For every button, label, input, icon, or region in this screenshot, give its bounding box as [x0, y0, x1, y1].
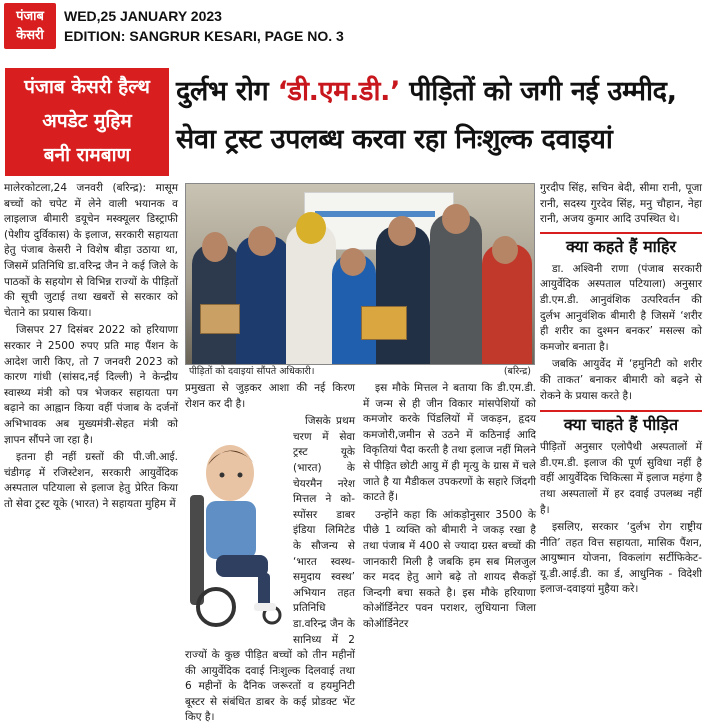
child-shirt	[206, 501, 256, 559]
col4-paragraph-4: पीड़ितों अनुसार एलोपैथी अस्पतालों में डी.एम.डी. इलाज की पूर्ण सुविधा नहीं है वहीं आयुर्वेदिक चिकित्सा में इलाज महंगा है तथा अस्पतालों में हर दवाई उपलब्ध नहीं है।	[540, 441, 702, 516]
wheelchair-back	[190, 495, 204, 605]
col1-paragraph-1: मालेरकोटला,24 जनवरी (बरिन्द्र): मासूम बच्चों को चपेट में लेने वाली भयानक व लाइलाज बीमारी डयूचेन मस्क्यूलर डिस्ट्राफी (पेशीय दुर्विकास) के इलाज, सरकारी सहायता हेतु पंजाब केसरी ने विशेष बीड़ा उठाया था, जिसमें प्रतिनिधि डा.वरिन्द्र जैन ने कई जिले के पाठकों के सहयोग से विभिन्न राज्यों के पीड़ितों की सूची जुटाई तथा खबरों से सरकार को चेताने का प्रयास किया।	[4, 182, 178, 319]
photo-credit: (बरिन्द्र)	[503, 366, 531, 377]
child-shoe	[254, 603, 276, 611]
col3-paragraph-1: इस मौके मित्तल ने बताया कि डी.एम.डी. में जन्म से ही जीन विकार मांसपेशियों को कमजोर करके पिंडलियों में जकड़न, हृदय कमजोरी,जमीन से उठने में कठिनाई आदि विकृतियां पैदा करती है तथा इलाज नहीं मिलने से पीड़ित छोटी आयु में ही मृत्यु के ग्रास में चले जाते है या मैडीकल उपकरणों के सहारे जिंदगी काटते हैं।	[363, 382, 536, 504]
col1-paragraph-2: जिसपर 27 दिसंबर 2022 को हरियाणा सरकार ने 2500 रुपए प्रति माह पैंशन के आदेश जारी किए, तो 7 जनवरी 2023 को कारण गांधी (सांसद,नई दिल्ली) ने केन्द्रीय स्वास्थ्य मंत्री को पत्र भेजकर सहायता पग बढ़ाने का आह्वान किया वहीं पंजाब के दर्जनों अभिभावक अब मुख्यमंत्री-सेहत मंत्री को ज्ञापन सौंपने जा रहा है।	[4, 324, 178, 446]
person-head	[388, 216, 416, 246]
date-line: WED,25 JANUARY 2023	[64, 8, 222, 24]
kicker-line-1: पंजाब केसरी हैल्थ	[24, 76, 150, 98]
article-headline	[176, 68, 702, 164]
child-eye	[238, 473, 243, 478]
child-eye	[220, 473, 225, 478]
headline-highlight: ‘डी.एम.डी.’	[277, 76, 401, 107]
photo-caption-text: पीड़ितों को दवाइयां सौंपते अधिकारी।	[189, 366, 315, 377]
person-head	[202, 232, 228, 262]
person-figure	[286, 224, 336, 364]
headline-line-2: सेवा ट्रस्ट उपलब्ध करवा रहा निःशुल्क दवाइयां	[176, 124, 613, 155]
news-photo	[185, 183, 535, 365]
person-figure	[430, 214, 482, 364]
logo-line-2: केसरी	[16, 28, 44, 43]
person-turban	[296, 212, 326, 244]
article-column-4	[540, 181, 702, 712]
section-head-victims: क्या चाहते हैं पीड़ित	[540, 410, 702, 436]
photo-caption	[185, 365, 535, 378]
person-head	[442, 204, 470, 234]
col3-paragraph-2: उन्होंने कहा कि आंकड़ोनुसार 3500 के पीछे 1 व्यक्ति को बीमारी ने जकड़ रखा है तथा पंजाब में 400 से ज्यादा ग्रस्त बच्चों की जानकारी मिली है जबकि हम सब मिलजुल कर मदद हेतु आगे बढ़े तो शायद सैकड़ों जिन्दगी बचा सकते है। इस मौके हरियाणा कोऑर्डिनेटर पवन पराशर, लुधियाना जिला कोऑर्डिनेटर	[363, 508, 536, 630]
person-head	[492, 236, 518, 264]
col1-paragraph-3: इतना ही नहीं ग्रस्तों की पी.जी.आई. चंडीगढ़ में रजिस्टेशन, सरकारी आयुर्वेदिक अस्पताल पटियाला से इलाज हेतु प्रेरित किया तो सेवा ट्रस्ट यूके (भारत) ने सहायता मुहिम में	[4, 451, 178, 510]
medicine-box	[200, 304, 240, 334]
medicine-box	[361, 306, 407, 340]
logo-line-1: पंजाब	[16, 9, 44, 24]
wheelchair-wheel	[198, 589, 234, 625]
person-figure	[376, 226, 430, 364]
kicker-line-3: बनी रामबाण	[43, 144, 131, 166]
section-head-experts: क्या कहते हैं माहिर	[540, 232, 702, 258]
child-shin	[258, 573, 270, 607]
headline-pre: दुर्लभ रोग	[176, 76, 278, 107]
col4-paragraph-3: जबकि आयुर्वेद में ‘हमुनिटी को शरीर की ताकत’ बनाकर बीमारी को बढ़ने से रोकने के प्रयास करते है।	[540, 358, 702, 402]
child-head	[206, 445, 254, 501]
edition-meta	[64, 6, 344, 46]
headline-post: पीड़ितों को जगी नई उम्मीद,	[400, 76, 677, 107]
col4-paragraph-5: इसलिए, सरकार ‘दुर्लभ रोग राष्ट्रीय नीति’ तहत वित्त सहायता, मासिक पैंशन, आयुष्मान योजना, विकलांग सर्टीफिकेट-यू.डी.आई.डी. का र्ड, आधुनिक - विदेशी इलाज-दवाइयां मुहैया करे।	[540, 521, 702, 596]
col4-paragraph-1: गुरदीप सिंह, सचिन बेदी, सीमा रानी, पूजा रानी, सदस्य गुरदेव सिंह, मनु चौहान, नेहा रानी, अजय कुमार आदि उपस्थित थे।	[540, 182, 702, 226]
col4-paragraph-2: डा. अश्विनी राणा (पंजाब सरकारी आयुर्वेदिक अस्पताल पटियाला) अनुसार डी.एम.डी. आनुवंशिक उत्परिवर्तन की दुर्लभ आनुवंशिक बीमारी है जिसमें ‘शरीर ही शरीर का दुश्मन बनकर’ मसल्स को कमजोर बनाता है।	[540, 262, 702, 353]
kicker-line-2: अपडेट मुहिम	[42, 110, 132, 132]
newspaper-logo	[4, 3, 56, 49]
person-head	[248, 226, 276, 256]
col2-paragraph-2: जिसके प्रथम चरण में सेवा ट्रस्ट यूके (भारत) के चेयरमैन नरेश मित्तल ने को-स्पोंसर डाबर इंडिया लिमिटेड के सौजन्य से ‘भारत स्वस्थ-समुदाय स्वस्थ’ अभियान तहत प्रतिनिधि डा.वरिन्द्र जैन के सानिध्य में 2 राज्यों के कुछ पीड़ित बच्चों को तीन महीनों की आयुर्वेदिक दवाई निःशुल्क दिलवाई तथा 6 महीनों के दैनिक जरूरतों व हयमुनिटी बूस्टर से संबंधित डाबर के कई प्रोडक्ट भेंट किए है।	[185, 415, 355, 724]
article-column-3	[363, 381, 536, 712]
headline-line-1	[176, 68, 702, 116]
person-head	[340, 248, 366, 276]
article-column-1	[4, 181, 178, 712]
edition-line: EDITION: SANGRUR KESARI, PAGE NO. 3	[64, 28, 344, 44]
campaign-kicker	[5, 68, 169, 176]
child-wheelchair-illustration	[186, 435, 290, 627]
col2-paragraph-1: प्रमुखता से जुड़कर आशा की नई किरण रोशन कर दी है।	[185, 382, 355, 410]
